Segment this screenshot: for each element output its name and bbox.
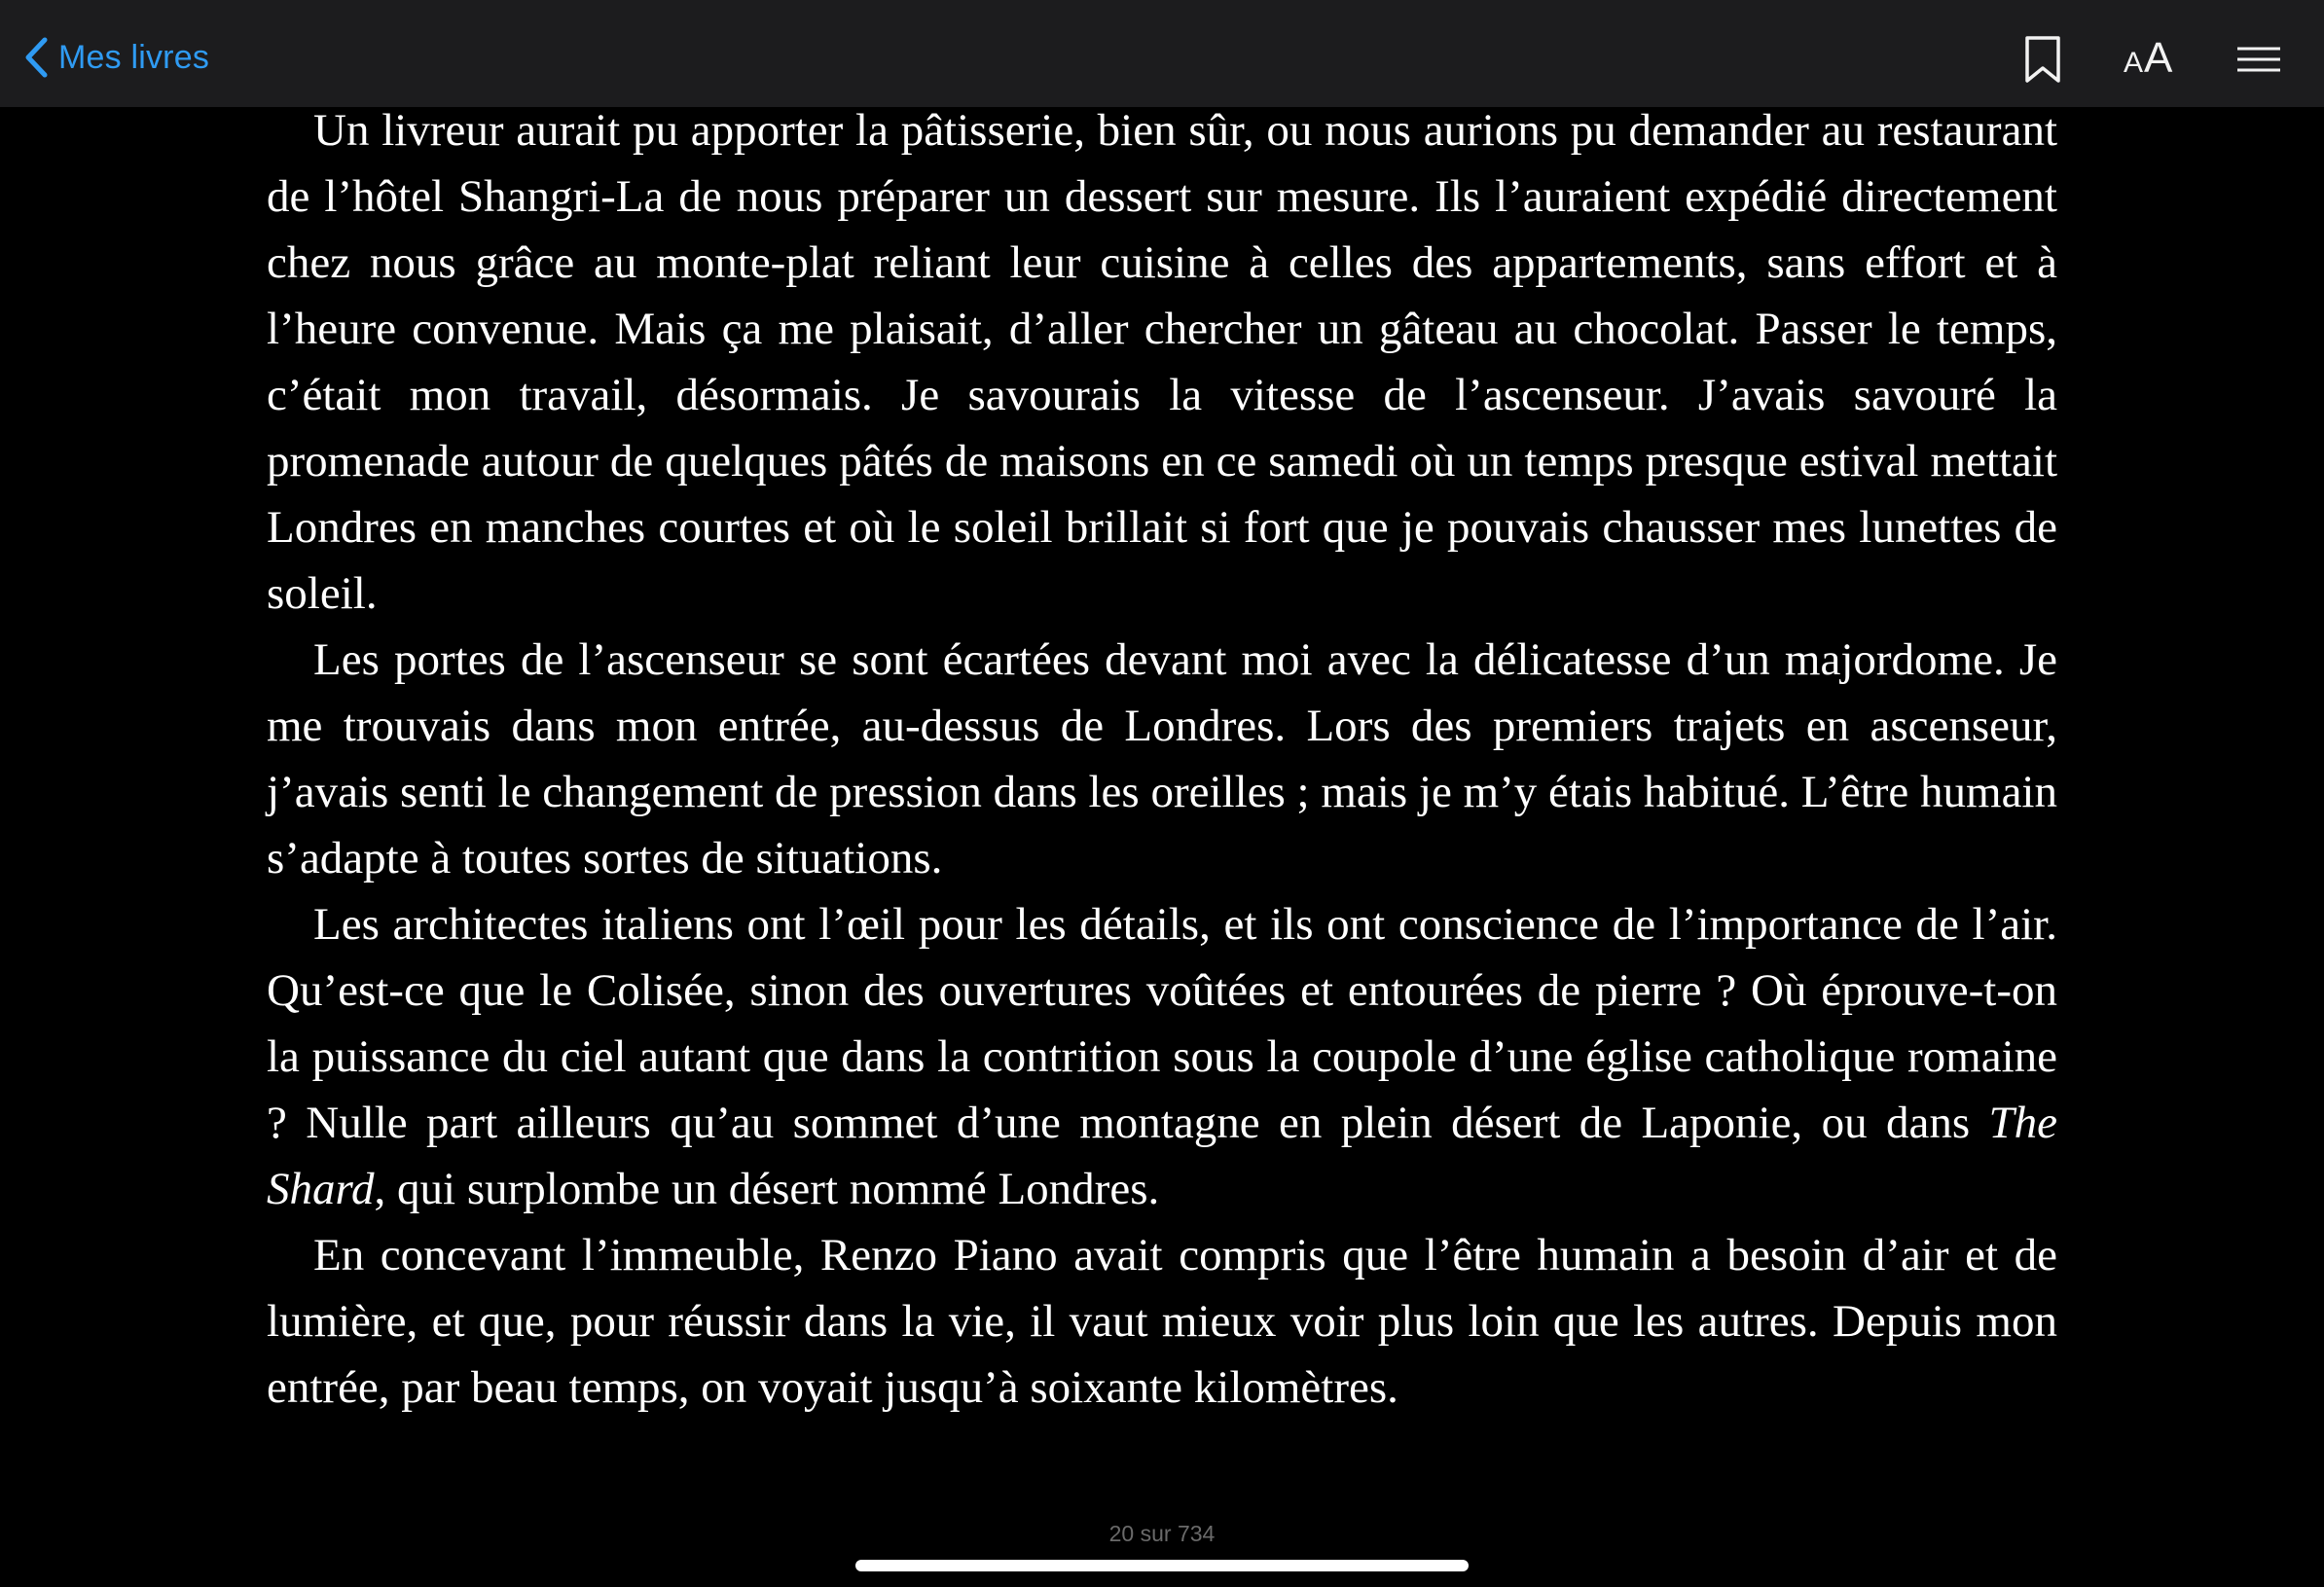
font-size-large-a: A bbox=[2144, 34, 2173, 82]
italic-book-title: The Shard bbox=[267, 1098, 2057, 1214]
font-size-icon[interactable] bbox=[2124, 29, 2172, 86]
paragraph-3-part-2: , qui surplombe un désert nommé Londres. bbox=[374, 1164, 1160, 1214]
home-indicator-bar[interactable] bbox=[855, 1560, 1469, 1571]
menu-icon[interactable] bbox=[2236, 47, 2281, 72]
bookmark-icon[interactable] bbox=[2022, 35, 2063, 84]
paragraph-3 bbox=[267, 891, 2057, 1222]
page-number-indicator: 20 sur 734 bbox=[1108, 1521, 1216, 1546]
font-size-small-a: A bbox=[2124, 47, 2144, 79]
book-page-text[interactable] bbox=[267, 97, 2057, 1421]
paragraph-4: En concevant l’immeuble, Renzo Piano avait compris que l’être humain a besoin d’air et de lumière, et que, pour réussir dans la vie, il vaut mieux voir plus loin que les autres. Depuis mon entrée, par beau temps, on voyait jusqu’à soixante kilomètres. bbox=[267, 1230, 2057, 1413]
back-to-library-button[interactable] bbox=[21, 27, 209, 88]
chevron-left-icon bbox=[21, 36, 51, 79]
paragraph-3-part-1: Les architectes italiens ont l’œil pour les détails, et ils ont conscience de l’importance de l’air. Qu’est-ce que le Colisée, sinon des ouvertures voûtées et entourées de pierre ? Où éprouve-t-on la puissance du ciel autant que dans la contrition sous la coupole d’une église catholique romaine ? Nulle part ailleurs qu’au sommet d’une montagne en plein désert de Laponie, ou dans bbox=[267, 899, 2057, 1148]
paragraph-1: Un livreur aurait pu apporter la pâtisserie, bien sûr, ou nous aurions pu demander au restaurant de l’hôtel Shangri-La de nous préparer un dessert sur mesure. Ils l’auraient expédié directement chez nous grâce au monte-plat reliant leur cuisine à celles des appartements, sans effort et à l’heure convenue. Mais ça me plaisait, d’aller chercher un gâteau au chocolat. Passer le temps, c’était mon travail, désormais. Je savourais la vitesse de l’ascenseur. J’avais savouré la promenade autour de quelques pâtés de maisons en ce samedi où un temps presque estival mettait Londres en manches courtes et où le soleil brillait si fort que je pouvais chausser mes lunettes de soleil. bbox=[267, 105, 2057, 619]
top-toolbar bbox=[0, 0, 2324, 107]
back-button-label: Mes livres bbox=[58, 38, 210, 76]
paragraph-2: Les portes de l’ascenseur se sont écartées devant moi avec la délicatesse d’un majordome. Je me trouvais dans mon entrée, au-dessus de Londres. Lors des premiers trajets en ascenseur, j’avais senti le changement de pression dans les oreilles ; mais je m’y étais habitué. L’être humain s’adapte à toutes sortes de situations. bbox=[267, 634, 2057, 884]
